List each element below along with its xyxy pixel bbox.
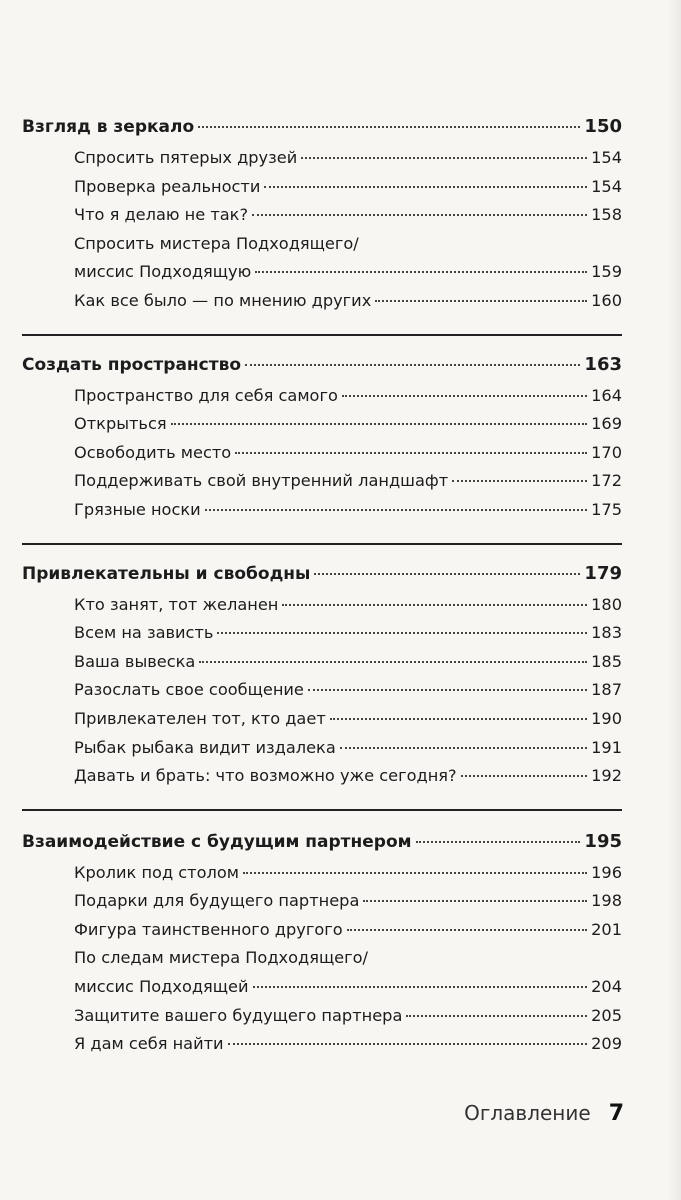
entry-page-number: 170: [591, 442, 622, 462]
dot-leader: [171, 423, 587, 425]
entry-page-number: 164: [591, 385, 622, 405]
toc-entry: [22, 205, 622, 234]
entry-page-number: 159: [591, 262, 622, 282]
entry-page-number: 154: [591, 176, 622, 196]
entry-page-number: 198: [591, 891, 622, 911]
section-title: Взгляд в зеркало: [22, 117, 195, 137]
entry-page-number: 154: [591, 148, 622, 167]
toc-entry: [22, 234, 622, 263]
toc-entry: [22, 738, 622, 767]
toc-entry: [22, 977, 622, 1006]
entry-page-number: 190: [591, 708, 622, 728]
entry-title: Что я делаю не так?: [74, 205, 249, 225]
dot-leader: [314, 573, 580, 575]
entry-title: Пространство для себя самого: [74, 385, 338, 405]
dot-leader: [308, 689, 587, 691]
toc-entry: [22, 262, 622, 291]
entry-title: Защитите вашего будущего партнера: [74, 1005, 403, 1025]
dot-leader: [461, 775, 587, 777]
page-footer: [0, 1101, 624, 1126]
entry-page-number: 180: [591, 594, 622, 614]
toc-entry: [22, 414, 622, 443]
section-page-number: 163: [584, 353, 622, 375]
entry-page-number: 183: [591, 623, 622, 643]
page-number: 7: [608, 1101, 624, 1126]
dot-leader: [363, 900, 587, 902]
entry-title: миссис Подходящую: [74, 262, 252, 282]
dot-leader: [253, 986, 588, 988]
toc-section: [22, 543, 622, 809]
entry-title: Грязные носки: [74, 499, 201, 519]
entry-title: Спросить мистера Подходящего/: [74, 233, 359, 253]
entry-page-number: 192: [591, 766, 622, 786]
entry-page-number: 185: [591, 651, 622, 671]
entry-page-number: 209: [591, 1034, 622, 1054]
entry-title: Всем на зависть: [74, 623, 214, 643]
entry-title: Я дам себя найти: [74, 1034, 224, 1054]
entry-title: Кто занят, тот желанен: [74, 594, 279, 614]
toc-entry: [22, 595, 622, 624]
toc-entry: [22, 500, 622, 529]
toc-entry: [22, 291, 622, 320]
entry-title: Освободить место: [74, 442, 232, 462]
dot-leader: [235, 452, 587, 454]
toc-section: [22, 104, 622, 334]
entry-title: По следам мистера Подходящего/: [74, 948, 369, 968]
section-title: Создать пространство: [22, 354, 242, 375]
entry-title: Привлекателен тот, кто дает: [74, 708, 326, 728]
entry-title: Давать и брать: что возможно уже сегодня?: [74, 766, 457, 786]
entry-title: Ваша вывеска: [74, 651, 196, 671]
entry-title: Как все было — по мнению других: [74, 290, 372, 310]
toc-entry: [22, 386, 622, 415]
dot-leader: [228, 1043, 588, 1045]
dot-leader: [217, 632, 587, 634]
dot-leader: [245, 364, 580, 366]
entry-page-number: 158: [591, 205, 622, 225]
section-title: Привлекательны и свободны: [22, 563, 311, 584]
entry-page-number: 196: [591, 862, 622, 882]
toc-section: [22, 809, 622, 1063]
entry-title: Открыться: [74, 414, 167, 434]
entry-title: Проверка реальности: [74, 176, 261, 196]
page-edge: [667, 0, 681, 1200]
dot-leader: [205, 509, 587, 511]
section-page-number: 195: [584, 830, 622, 852]
dot-leader: [340, 747, 587, 749]
table-of-contents: [22, 104, 622, 1063]
toc-entry: [22, 948, 622, 977]
dot-leader: [199, 661, 587, 663]
toc-entry: [22, 891, 622, 920]
dot-leader: [255, 271, 587, 273]
toc-entry: [22, 863, 622, 892]
dot-leader: [375, 300, 587, 302]
entry-page-number: 201: [591, 919, 622, 939]
toc-entry: [22, 148, 622, 177]
toc-entry: [22, 1034, 622, 1063]
toc-entry: [22, 623, 622, 652]
entry-title: Кролик под столом: [74, 862, 239, 882]
toc-entry: [22, 177, 622, 206]
entry-page-number: 204: [591, 977, 622, 997]
section-page-number: 179: [584, 562, 622, 584]
entry-page-number: 205: [591, 1005, 622, 1025]
toc-entry: [22, 709, 622, 738]
entry-title: миссис Подходящей: [74, 977, 249, 997]
entry-page-number: 175: [591, 499, 622, 519]
section-title: Взаимодействие с будущим партнером: [22, 831, 412, 852]
entry-title: Спросить пятерых друзей: [74, 148, 298, 167]
entry-page-number: 169: [591, 414, 622, 434]
dot-leader: [452, 480, 587, 482]
dot-leader: [347, 929, 587, 931]
entry-title: Поддерживать свой внутренний ландшафт: [74, 471, 449, 491]
entry-page-number: 160: [591, 290, 622, 310]
entry-title: Разослать свое сообщение: [74, 680, 304, 700]
dot-leader: [264, 186, 587, 188]
dot-leader: [416, 841, 581, 843]
entry-page-number: 187: [591, 680, 622, 700]
section-heading: [22, 563, 622, 591]
dot-leader: [342, 395, 587, 397]
dot-leader: [252, 214, 587, 216]
toc-entry: [22, 443, 622, 472]
entry-title: Фигура таинственного другого: [74, 919, 343, 939]
toc-entry: [22, 766, 622, 795]
dot-leader: [282, 604, 587, 606]
toc-entry: [22, 652, 622, 681]
toc-entry: [22, 471, 622, 500]
dot-leader: [406, 1015, 587, 1017]
section-heading: [22, 116, 622, 144]
toc-section: [22, 334, 622, 543]
footer-title: Оглавление: [464, 1101, 591, 1125]
toc-entry: [22, 920, 622, 949]
dot-leader: [243, 872, 587, 874]
entry-page-number: 172: [591, 471, 622, 491]
entry-title: Подарки для будущего партнера: [74, 891, 360, 911]
section-heading: [22, 831, 622, 859]
section-page-number: 150: [584, 116, 622, 137]
section-heading: [22, 354, 622, 382]
toc-entry: [22, 1006, 622, 1035]
dot-leader: [301, 157, 587, 159]
toc-entry: [22, 680, 622, 709]
dot-leader: [198, 126, 580, 128]
dot-leader: [330, 718, 587, 720]
entry-title: Рыбак рыбака видит издалека: [74, 737, 336, 757]
entry-page-number: 191: [591, 737, 622, 757]
